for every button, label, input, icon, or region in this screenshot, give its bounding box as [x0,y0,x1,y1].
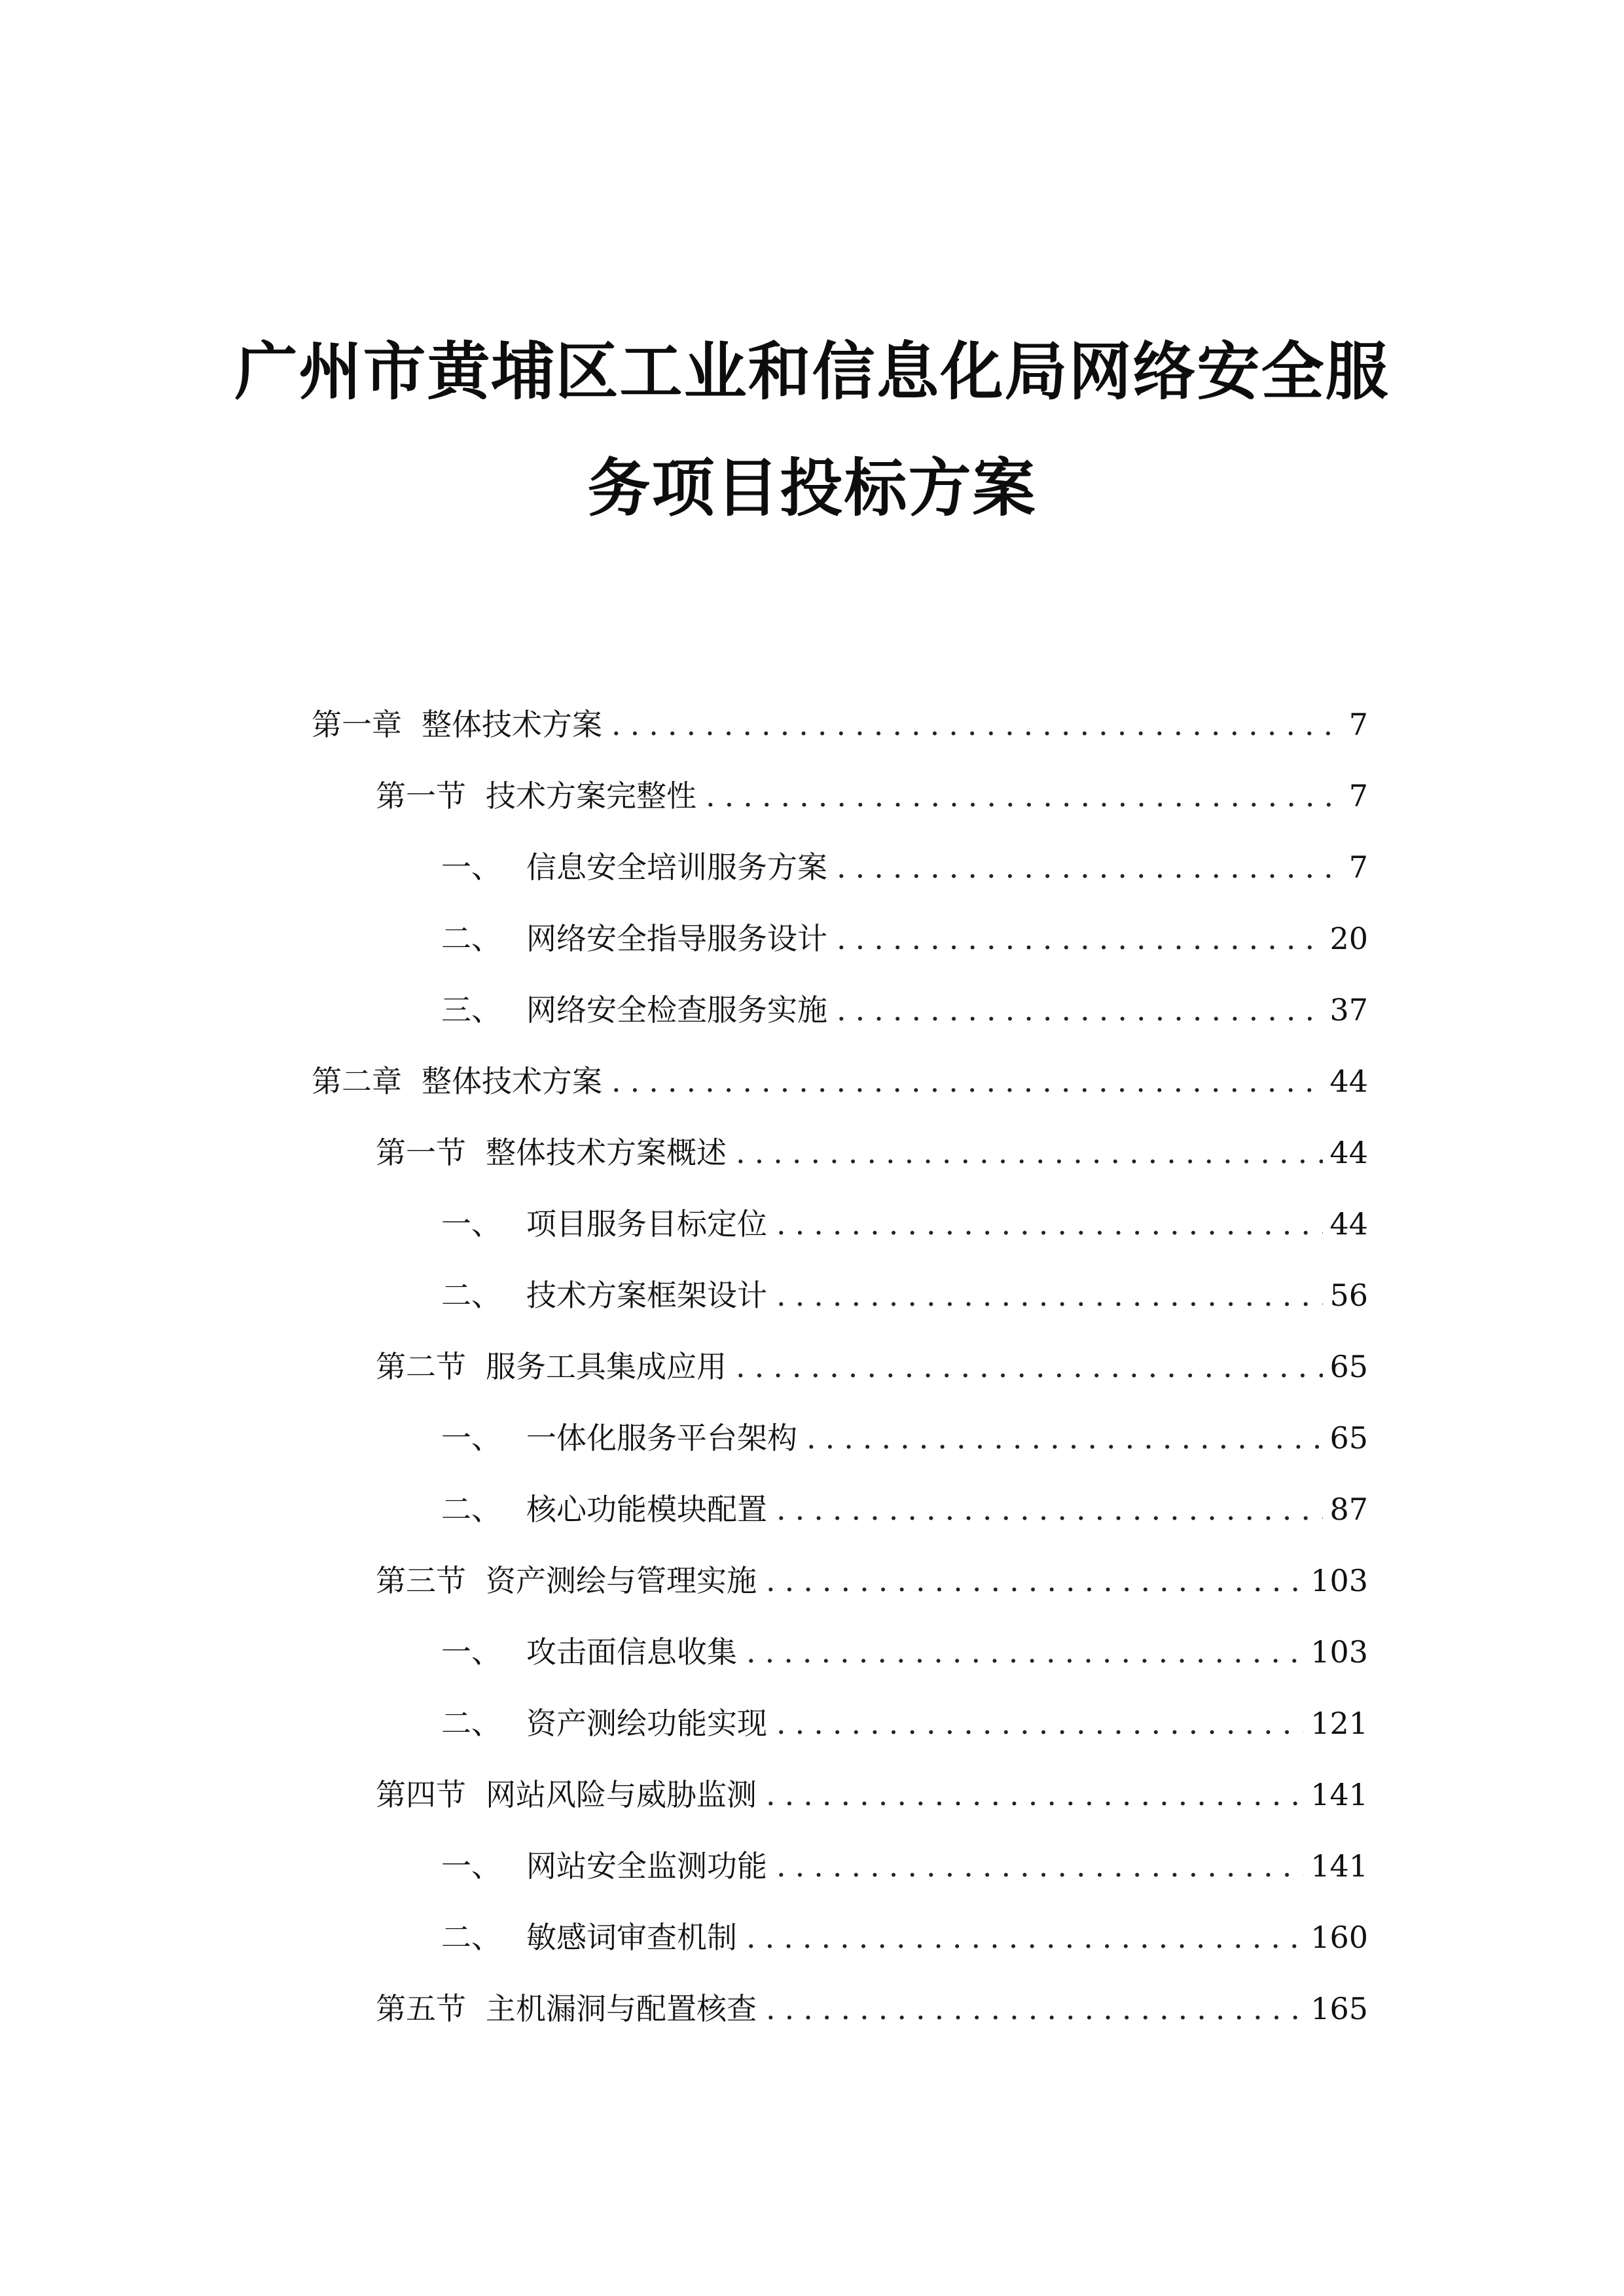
toc-entry[interactable] [441,1693,1368,1741]
toc-dot-leader [776,1280,1323,1310]
toc-dot-leader [766,1566,1304,1596]
toc-entry-label: 项目服务目标定位 [526,1206,767,1242]
toc-entry[interactable] [441,1265,1368,1313]
toc-entry-page: 65 [1329,1349,1368,1384]
toc-entry-label: 一体化服务平台架构 [526,1420,797,1456]
toc-entry-label: 敏感词审查机制 [526,1920,737,1955]
toc-entry-label: 网络安全指导服务设计 [526,921,827,956]
toc-entry-number: 三、 [441,992,501,1028]
toc-entry-number: 二、 [441,1706,501,1741]
toc-entry-page: 141 [1310,1777,1368,1812]
toc-entry-label: 信息安全培训服务方案 [526,850,827,885]
toc-entry-page: 65 [1329,1420,1368,1456]
toc-entry-label: 整体技术方案 [422,707,602,742]
toc-entry-label: 整体技术方案 [422,1064,602,1099]
toc-entry[interactable] [441,1835,1368,1884]
toc-entry-number: 一、 [441,1634,501,1670]
toc-entry-label: 整体技术方案概述 [486,1135,727,1170]
toc-dot-leader [776,1494,1323,1524]
toc-entry[interactable] [376,1336,1368,1382]
toc-entry-number: 二、 [441,1492,501,1527]
toc-entry[interactable] [441,1907,1368,1955]
toc-entry[interactable] [441,908,1368,954]
toc-entry-page: 103 [1310,1563,1368,1598]
toc-dot-leader [766,1780,1304,1810]
toc-entry[interactable] [376,1764,1368,1810]
toc-entry-number: 二、 [441,921,501,956]
toc-entry-number: 一、 [441,1848,501,1884]
toc-entry-number: 第二章 [312,1064,402,1099]
toc-entry-page: 44 [1329,1135,1368,1170]
toc-entry-number: 第三节 [376,1563,466,1598]
toc-dot-leader [736,1138,1323,1168]
toc-entry[interactable] [441,979,1368,1028]
toc-dot-leader [837,924,1323,954]
toc-entry[interactable] [441,836,1368,885]
toc-entry-label: 资产测绘与管理实施 [486,1563,757,1598]
toc-entry-page: 165 [1310,1991,1368,2026]
toc-entry-number: 第一章 [312,707,402,742]
toc-entry-page: 7 [1348,778,1368,814]
toc-dot-leader [806,1423,1323,1453]
toc-dot-leader [837,995,1323,1025]
toc-entry[interactable] [376,1978,1368,2024]
toc-entry-page: 87 [1329,1492,1368,1527]
document-title-line-2: 务项目投标方案 [587,452,1037,525]
toc-entry-label: 主机漏洞与配置核查 [486,1991,757,2026]
toc-entry-label: 技术方案完整性 [486,778,696,814]
toc-entry-label: 技术方案框架设计 [526,1278,767,1313]
toc-entry-number: 第一节 [376,778,466,814]
toc-entry-number: 一、 [441,1420,501,1456]
toc-entry-number: 第二节 [376,1349,466,1384]
toc-entry-label: 网络安全检查服务实施 [526,992,827,1028]
toc-entry-page: 7 [1348,850,1368,885]
toc-entry-number: 第四节 [376,1777,466,1812]
toc-entry-label: 服务工具集成应用 [486,1349,727,1384]
toc-entry[interactable] [376,1550,1368,1596]
toc-entry-page: 141 [1310,1848,1368,1884]
toc-entry-label: 资产测绘功能实现 [526,1706,767,1741]
toc-entry-number: 二、 [441,1920,501,1955]
toc-entry-label: 网站风险与威胁监测 [486,1777,757,1812]
toc-dot-leader [706,781,1343,811]
toc-dot-leader [837,852,1343,882]
toc-dot-leader [746,1922,1304,1952]
toc-dot-leader [776,1209,1323,1239]
toc-entry-number: 第五节 [376,1991,466,2026]
toc-entry-page: 37 [1329,992,1368,1028]
document-title-line-1: 广州市黄埔区工业和信息化局网络安全服 [234,335,1390,408]
toc-dot-leader [611,709,1343,740]
toc-entry[interactable] [376,1122,1368,1168]
toc-entry-page: 121 [1310,1706,1368,1741]
toc-entry[interactable] [312,694,1368,740]
toc-entry-page: 44 [1329,1206,1368,1242]
toc-entry-page: 160 [1310,1920,1368,1955]
toc-entry-page: 7 [1348,707,1368,742]
toc-dot-leader [776,1851,1304,1881]
toc-entry-number: 第一节 [376,1135,466,1170]
toc-dot-leader [736,1352,1323,1382]
toc-entry-number: 一、 [441,1206,501,1242]
toc-entry-label: 网站安全监测功能 [526,1848,767,1884]
toc-dot-leader [611,1066,1323,1096]
toc-dot-leader [776,1708,1304,1738]
toc-dot-leader [766,1994,1304,2024]
toc-entry[interactable] [376,765,1368,814]
toc-entry-label: 攻击面信息收集 [526,1634,737,1670]
toc-entry-label: 核心功能模块配置 [526,1492,767,1527]
toc-entry-number: 一、 [441,850,501,885]
toc-entry-page: 20 [1329,921,1368,956]
toc-entry[interactable] [441,1407,1368,1456]
toc-entry-page: 56 [1329,1278,1368,1313]
toc-entry[interactable] [441,1621,1368,1670]
toc-entry[interactable] [441,1193,1368,1242]
toc-entry-number: 二、 [441,1278,501,1313]
toc-entry-page: 44 [1329,1064,1368,1099]
toc-dot-leader [746,1637,1304,1667]
toc-entry-page: 103 [1310,1634,1368,1670]
toc-entry[interactable] [312,1050,1368,1099]
toc-entry[interactable] [441,1479,1368,1527]
